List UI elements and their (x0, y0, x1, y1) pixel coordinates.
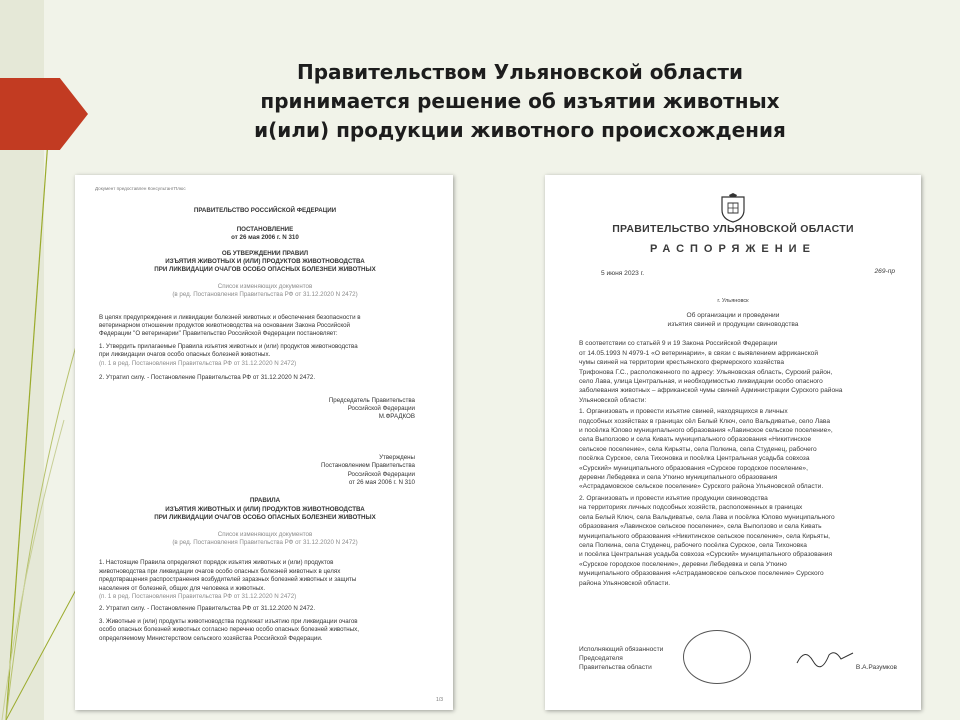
doc-left-subject-3: ПРИ ЛИКВИДАЦИИ ОЧАГОВ ОСОБО ОПАСНЫХ БОЛЕЗНЕЙ ЖИВОТНЫХ (154, 266, 376, 274)
doc-right-para2-5: сельское поселение», села Кирьяты, села Полкина, села Студенец, рабочего (579, 445, 817, 453)
doc-left-sign-2: Российской Федерации (347, 404, 415, 412)
doc-right-sign-right: В.А.Разумков (855, 664, 897, 671)
doc-left-org: ПРАВИТЕЛЬСТВО РОССИЙСКОЙ ФЕДЕРАЦИИ (193, 207, 337, 215)
doc-left-item1-ref: (п. 1 в ред. Постановления Правительства РФ от 31.12.2020 N 2472) (99, 359, 297, 367)
doc-left-para1-1: В целях предупреждения и ликвидации болезней животных и обеспечения безопасности в (99, 313, 361, 321)
doc-left-rule3-1: 3. Животные и (или) продукты животноводства подлежат изъятию при ликвидации очагов (99, 617, 358, 625)
official-stamp (683, 630, 751, 684)
doc-right-org: ПРАВИТЕЛЬСТВО УЛЬЯНОВСКОЙ ОБЛАСТИ (612, 223, 854, 235)
handwritten-signature (795, 645, 855, 669)
doc-right-subject-2: изъятия свиней и продукции свиноводства (667, 320, 799, 328)
doc-left-list-ref: (в ред. Постановления Правительства РФ от 31.12.2020 N 2472) (172, 291, 358, 299)
doc-left-approved-1: Утверждены (379, 453, 415, 461)
doc-left-rule1-1: 1. Настоящие Правила определяют порядок изъятия животных и (или) продуктов (99, 559, 334, 567)
doc-left-para1-3: Федерации "О ветеринарии" Правительство Российской Федерации постановляет: (99, 330, 338, 338)
doc-left-rule3-3: определяемому Министерством сельского хозяйства Российской Федерации. (99, 634, 323, 642)
doc-right-para3-10: района Ульяновской области. (579, 579, 671, 587)
doc-left-rules-list-ref: (в ред. Постановления Правительства РФ от 31.12.2020 N 2472) (172, 538, 358, 546)
doc-left-rule1-2: животноводства при ликвидации очагов особо опасных болезней животных в целях (99, 567, 341, 575)
doc-left-list-title: Список изменяющих документов (217, 282, 313, 290)
regional-order-document (545, 175, 921, 710)
doc-left-rule1-ref: (п. 1 в ред. Постановления Правительства РФ от 31.12.2020 N 2472) (99, 593, 297, 600)
consultant-header: Документ предоставлен КонсультантПлюс (95, 186, 186, 191)
doc-right-para2-9: «Астрадамовское сельское поселение» Сурского района Ульяновской области. (579, 483, 824, 491)
doc-right-place: г. Ульяновск (717, 297, 749, 304)
doc-right-para2-6: посёлка Сурское, села Тихоновка и посёлка Центральная усадьба совхоза (579, 455, 810, 463)
doc-left-sign-1: Председатель Правительства (328, 396, 415, 404)
doc-right-para2-3: и посёлка Юлово муниципального образования «Лавинское сельское поселение», (579, 427, 833, 435)
slide-title-line-1: Правительством Ульяновской области (296, 60, 744, 84)
doc-right-para1-2: от 14.05.1993 N 4979-1 «О ветеринарии», в связи с выявлением африканской (579, 349, 819, 357)
doc-right-para3-5: муниципального образования «Никитинское сельское поселение», села Кирьяты, (579, 532, 831, 540)
doc-right-date: 5 июня 2023 г. (601, 269, 645, 277)
doc-left-rule2: 2. Утратил силу. - Постановление Правительства РФ от 31.12.2020 N 2472. (99, 605, 316, 613)
doc-right-para3-7: и посёлка Центральная усадьба совхоза «Сурский» муниципального образования (579, 551, 833, 559)
slide-title (150, 58, 890, 145)
coat-of-arms-icon (720, 193, 746, 223)
doc-left-rules-title-1: ПРАВИЛА (249, 497, 281, 505)
doc-right-number: 269-пр (874, 267, 895, 275)
doc-left-rules-title-2: ИЗЪЯТИЯ ЖИВОТНЫХ И (ИЛИ) ПРОДУКТОВ ЖИВОТНОВОДСТВА (165, 505, 365, 513)
doc-left-sign-3: М.ФРАДКОВ (378, 413, 415, 421)
doc-left-subject-2: ИЗЪЯТИЯ ЖИВОТНЫХ И (ИЛИ) ПРОДУКТОВ ЖИВОТНОВОДСТВА (165, 258, 365, 266)
doc-left-approved-3: Российской Федерации (347, 470, 415, 478)
doc-left-page-number: 1/3 (436, 696, 443, 703)
doc-right-subject-1: Об организации и проведении (686, 312, 780, 320)
federal-resolution-document (75, 175, 453, 710)
doc-left-rule1-4: населения от болезней, общих для человека и животных. (99, 584, 266, 592)
doc-left-item2: 2. Утратил силу. - Постановление Правительства РФ от 31.12.2020 N 2472. (99, 374, 316, 382)
doc-right-para3-9: муниципального образования «Астрадамовское сельское поселение» Сурского (579, 570, 824, 578)
doc-right-type: РАСПОРЯЖЕНИЕ (650, 242, 816, 255)
doc-left-date: от 26 мая 2006 г. N 310 (231, 234, 299, 242)
doc-right-para3-2: на территориях личных подсобных хозяйств, расположенных в границах (579, 504, 803, 512)
doc-right-para1-7: Ульяновской области: (579, 396, 647, 404)
doc-left-approved-4: от 26 мая 2006 г. N 310 (348, 478, 415, 486)
doc-right-para3-1: 2. Организовать и провести изъятие продукции свиноводства (579, 494, 768, 502)
doc-right-para1-5: село Лава, улица Центральная, и необходимостью ликвидации особо опасного (579, 378, 823, 386)
doc-right-para2-1: 1. Организовать и провести изъятие свиней, находящихся в личных (579, 408, 788, 416)
doc-right-para3-6: села Полкина, села Студенец, рабочего посёлка Сурское, села Тихоновка (579, 541, 807, 549)
doc-left-item1-1: 1. Утвердить прилагаемые Правила изъятия животных и (или) продуктов животноводства (99, 342, 358, 350)
doc-right-para1-3: чумы свиней на территории крестьянского фермерского хозяйства (579, 359, 784, 367)
doc-right-sign-left-2: Председателя (579, 655, 623, 662)
doc-right-para1-4: Трифонова Г.С., расположенного по адресу: Ульяновская область, Сурский район, (579, 368, 833, 376)
doc-right-para2-8: деревни Лебедевка и села Уткино муниципального образования (579, 474, 778, 482)
doc-right-para2-7: «Сурский» муниципального образования «Сурское городское поселение», (579, 464, 808, 472)
doc-right-para2-2: подсобных хозяйствах в границах сёл Белый Ключ, село Вальдиватье, село Лава (579, 417, 831, 425)
doc-left-rule1-3: предотвращения распространения возбудителей заразных болезней животных и защиты (99, 576, 357, 584)
doc-left-approved-2: Постановлением Правительства (320, 462, 415, 470)
doc-right-para1-6: заболевания животных – африканской чумы свиней Администрации Сурского района (579, 387, 843, 395)
doc-left-type: ПОСТАНОВЛЕНИЕ (236, 225, 294, 233)
doc-right-sign-left-1: Исполняющий обязанности (579, 646, 664, 653)
slide-title-line-3: и(или) продукции животного происхождения (254, 118, 786, 142)
doc-left-para1-2: ветеринарном отношении продуктов животноводства на основании Закона Российской (99, 322, 350, 330)
doc-left-rules-list-title: Список изменяющих документов (217, 530, 313, 538)
doc-left-rules-title-3: ПРИ ЛИКВИДАЦИИ ОЧАГОВ ОСОБО ОПАСНЫХ БОЛЕЗНЕЙ ЖИВОТНЫХ (154, 514, 376, 522)
doc-left-rule3-2: особо опасных болезней животных согласно перечню особо опасных болезней животных, (99, 626, 359, 634)
doc-right-para3-4: образования «Лавинское сельское поселение», села Выползово и села Кивать (579, 523, 822, 531)
doc-left-item1-2: при ликвидации очагов особо опасных болезней животных. (99, 351, 271, 359)
doc-right-para1-1: В соответствии со статьёй 9 и 19 Закона Российской Федерации (579, 340, 778, 348)
doc-right-para3-8: «Сурское городское поселение», деревни Лебедевка и села Уткино (579, 560, 787, 568)
doc-left-subject-1: ОБ УТВЕРЖДЕНИИ ПРАВИЛ (221, 249, 309, 257)
doc-right-para3-3: села Белый Ключ, села Вальдиватье, села Лава и посёлка Юлово муниципального (579, 513, 835, 521)
doc-right-sign-left-3: Правительства области (579, 664, 652, 671)
doc-right-para2-4: села Выползово и села Кивать муниципального образования «Никитинское (579, 436, 812, 444)
slide-title-line-2: принимается решение об изъятии животных (260, 89, 780, 113)
